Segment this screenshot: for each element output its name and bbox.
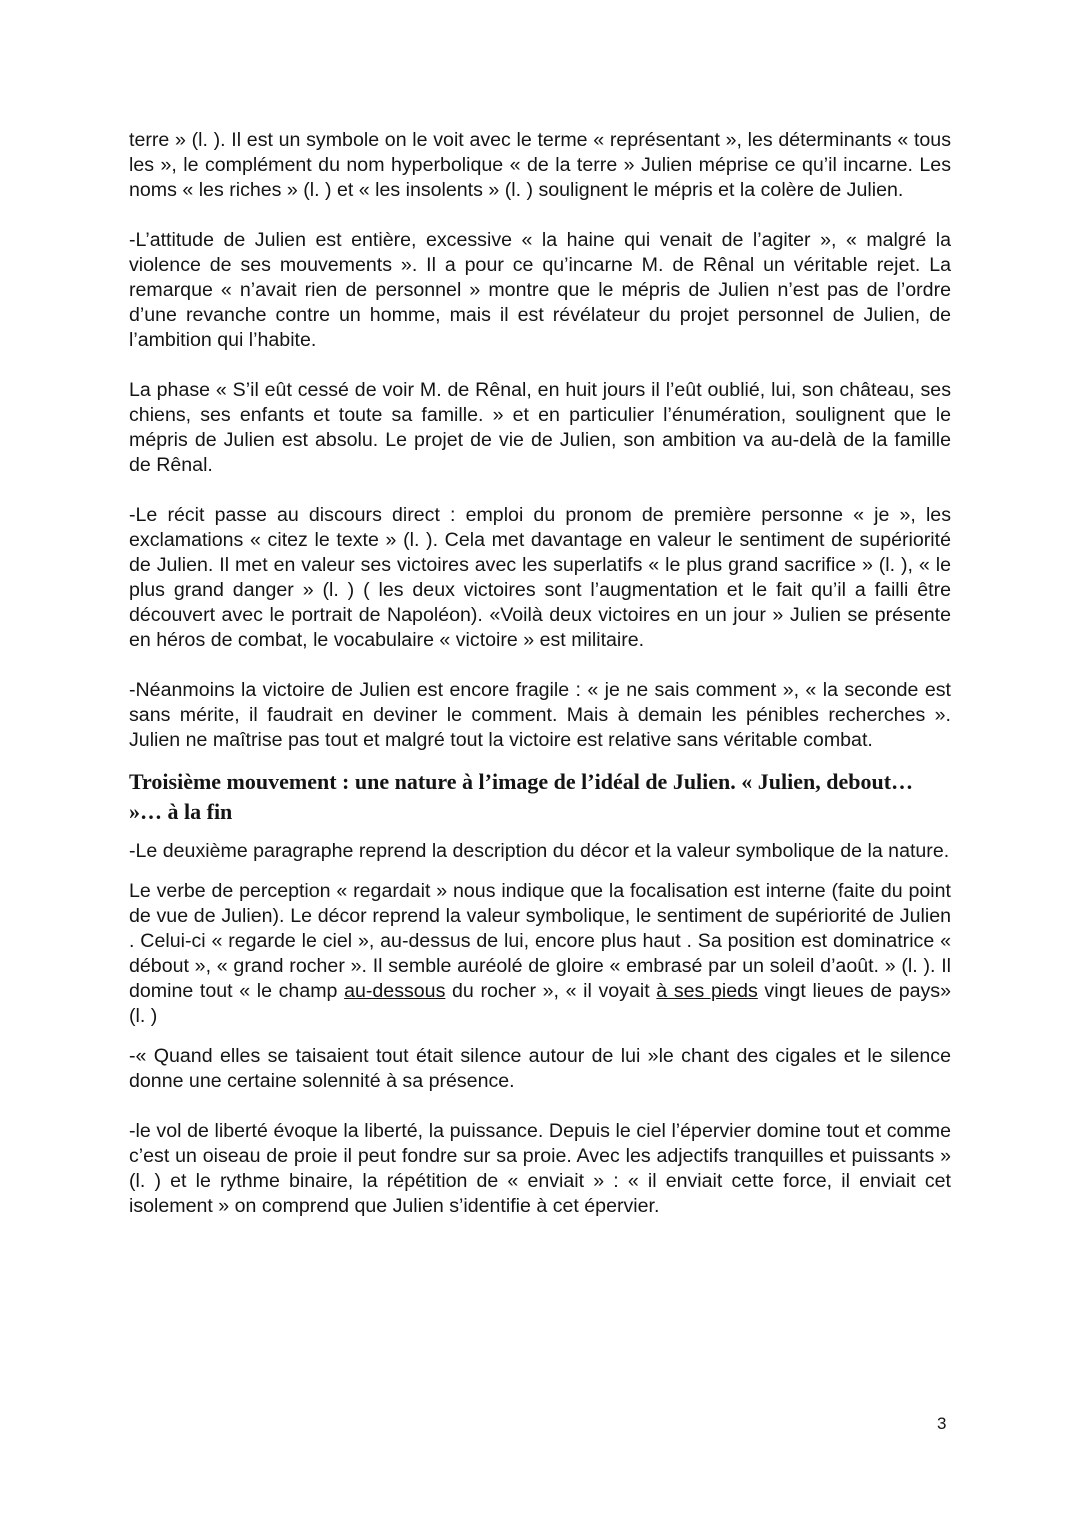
page-number: 3 bbox=[937, 1414, 947, 1433]
underlined-a-ses-pieds: à ses pieds bbox=[656, 980, 758, 1002]
underlined-au-dessous: au-dessous bbox=[344, 980, 446, 1002]
paragraph-phase: La phase « S’il eût cessé de voir M. de Rênal, en huit jours il l’eût oublié, lui, son château, ses chiens, ses enfants et toute sa famille. » et en particulier l’énumération, soulignent que le mépris de Julien est absolu. Le projet de vie de Julien, son ambition va au-delà de la famille de Rênal. bbox=[129, 379, 951, 476]
paragraph-terre: terre » (l. ). Il est un symbole on le voit avec le terme « représentant », les déterminants « tous les », le complément du nom hyperbolique « de la terre » Julien méprise ce qu’il incarne. Les noms « les riches » (l. ) et « les insolents » (l. ) soulignent le mépris et la colère de Julien. bbox=[129, 129, 951, 201]
section-heading: Troisième mouvement : une nature à l’image de l’idéal de Julien. « Julien, debout… »… à la fin bbox=[129, 769, 914, 824]
paragraph-epervier: -le vol de liberté évoque la liberté, la puissance. Depuis le ciel l’épervier domine tout et comme c’est un oiseau de proie il peut fondre sur sa proie. Avec les adjectifs tranquilles et puissants » (l. ) et le rythme binaire, la répétition de « enviait » : « il enviait cette force, il enviait cet isolement » on comprend que Julien s’identifie à cet épervier. bbox=[129, 1120, 951, 1217]
paragraph-deuxieme: -Le deuxième paragraphe reprend la description du décor et la valeur symbolique de la nature. bbox=[129, 840, 950, 862]
paragraph-cigales: -« Quand elles se taisaient tout était silence autour de lui »le chant des cigales et le silence donne une certaine solennité à sa présence. bbox=[129, 1045, 951, 1092]
paragraph-perception bbox=[129, 879, 951, 1029]
paragraph-neanmoins: -Néanmoins la victoire de Julien est encore fragile : « je ne sais comment », « la seconde est sans mérite, il faudrait en deviner le comment. Mais à demain les pénibles recherches ». Julien ne maîtrise pas tout et malgré tout la victoire est relative sans véritable combat. bbox=[129, 679, 951, 751]
paragraph-recit: -Le récit passe au discours direct : emploi du pronom de première personne « je », les exclamations « citez le texte » (l. ). Cela met davantage en valeur le sentiment de supériorité de Julien. Il met en valeur ses victoires avec les superlatifs « le plus grand sacrifice » (l. ), « le plus grand danger » (l. ) ( les deux victoires sont l’augmentation et le fait qu’il a failli être découvert avec le portrait de Napoléon). «Voilà deux victoires en un jour » Julien se présente en héros de combat, le vocabulaire « victoire » est militaire. bbox=[129, 504, 951, 651]
document-page bbox=[129, 128, 951, 1219]
perception-text-1: Le verbe de perception « regardait » nous indique que la focalisation est interne (faite du point de vue de Julien). Le décor reprend la valeur symbolique, le sentiment de supériorité de Julien . Celui-ci « regarde le ciel », au-dessus de lui, encore plus haut . Sa position est dominatrice « débout », « grand rocher ». Il semble auréolé de gloire « embrasé par un soleil d’août. » (l. ). Il domine tout « le champ bbox=[129, 880, 951, 1002]
perception-text-3: vingt lieues de pays» (l. ) bbox=[129, 980, 951, 1027]
paragraph-attitude: -L’attitude de Julien est entière, excessive « la haine qui venait de l’agiter », « malgré la violence de ses mouvements ». Il a pour ce qu’incarne M. de Rênal un véritable rejet. La remarque « n’avait rien de personnel » montre que le mépris de Julien n’est pas de l’ordre d’une revanche contre un homme, mais il est révélateur du projet personnel de Julien, de l’ambition qui l’habite. bbox=[129, 229, 951, 351]
perception-text-2: du rocher », « il voyait bbox=[445, 980, 657, 1002]
